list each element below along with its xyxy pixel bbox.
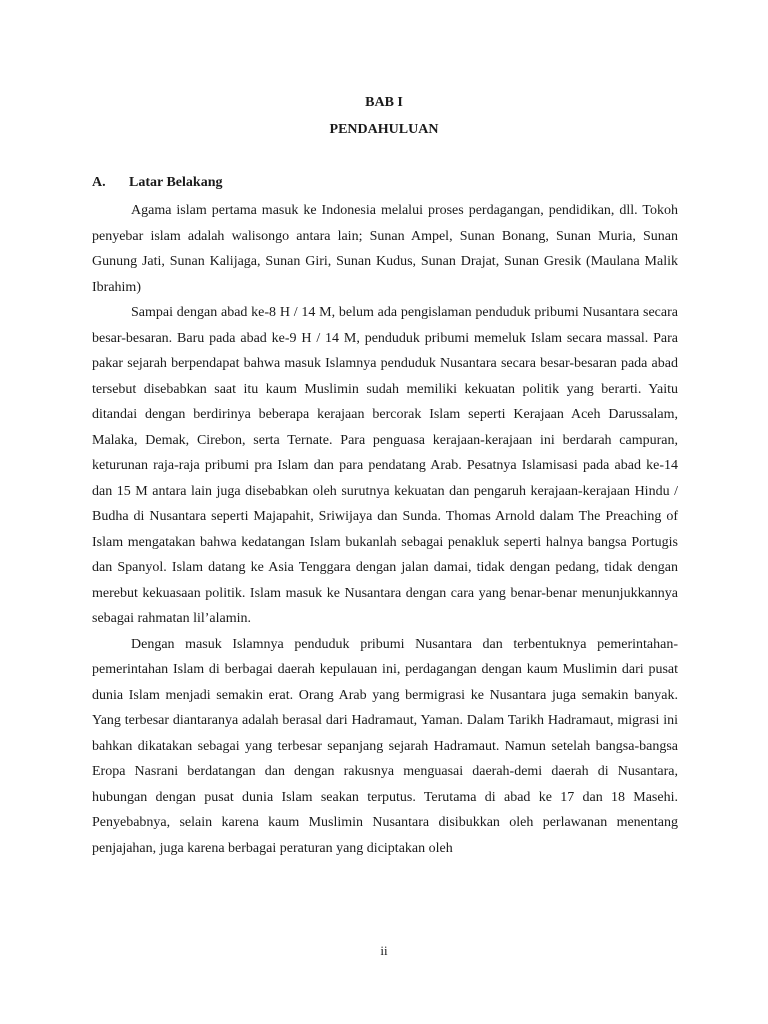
paragraph-2: Sampai dengan abad ke-8 H / 14 M, belum ada pengislaman penduduk pribumi Nusantara secara besar-besaran. Baru pada abad ke-9 H / 14 M, penduduk pribumi memeluk Islam secara massal. Para pakar sejarah berpendapat bahwa masuk Islamnya penduduk Nusantara secara besar-besaran pada abad tersebut disebabkan saat itu kaum Muslimin sudah memiliki kekuatan politik yang berarti. Yaitu ditandai dengan berdirinya beberapa kerajaan bercorak Islam seperti Kerajaan Aceh Darussalam, Malaka, Demak, Cirebon, serta Ternate. Para penguasa kerajaan-kerajaan ini berdarah campuran, keturunan raja-raja pribumi pra Islam dan para pendatang Arab. Pesatnya Islamisasi pada abad ke-14 dan 15 M antara lain juga disebabkan oleh surutnya kekuatan dan pengaruh kerajaan-kerajaan Hindu / Budha di Nusantara seperti Majapahit, Sriwijaya dan Sunda. Thomas Arnold dalam The Preaching of Islam mengatakan bahwa kedatangan Islam bukanlah sebagai penakluk seperti halnya bangsa Portugis dan Spanyol. Islam datang ke Asia Tenggara dengan jalan damai, tidak dengan pedang, tidak dengan merebut kekuasaan politik. Islam masuk ke Nusantara dengan cara yang benar-benar menunjukkannya sebagai rahmatan lil’alamin. — [92, 305, 678, 626]
section-number: A. — [92, 175, 106, 190]
chapter-label: BAB I — [365, 95, 403, 110]
paragraph-1: Agama islam pertama masuk ke Indonesia melalui proses perdagangan, pendidikan, dll. Tokoh penyebar islam adalah walisongo antara lain; Sunan Ampel, Sunan Bonang, Sunan Muria, Sunan Gunung Jati, Sunan Kalijaga, Sunan Giri, Sunan Kudus, Sunan Drajat, Sunan Gresik (Maulana Malik Ibrahim) — [92, 203, 678, 295]
page-number: ii — [380, 943, 388, 958]
section-title: Latar Belakang — [129, 175, 223, 190]
body-text — [92, 198, 678, 861]
section-heading — [92, 174, 222, 192]
chapter-title: PENDAHULUAN — [329, 122, 439, 137]
paragraph-3: Dengan masuk Islamnya penduduk pribumi Nusantara dan terbentuknya pemerintahan-pemerintahan Islam di berbagai daerah kepulauan ini, perdagangan dengan kaum Muslimin dari pusat dunia Islam menjadi semakin erat. Orang Arab yang bermigrasi ke Nusantara juga semakin banyak. Yang terbesar diantaranya adalah berasal dari Hadramaut, Yaman. Dalam Tarikh Hadramaut, migrasi ini bahkan dikatakan sebagai yang terbesar sepanjang sejarah Hadramaut. Namun setelah bangsa-bangsa Eropa Nasrani berdatangan dan dengan rakusnya menguasai daerah-demi daerah di Nusantara, hubungan dengan pusat dunia Islam seakan terputus. Terutama di abad ke 17 dan 18 Masehi. Penyebabnya, selain karena kaum Muslimin Nusantara disibukkan oleh perlawanan menentang penjajahan, juga karena berbagai peraturan yang diciptakan oleh — [92, 636, 678, 856]
